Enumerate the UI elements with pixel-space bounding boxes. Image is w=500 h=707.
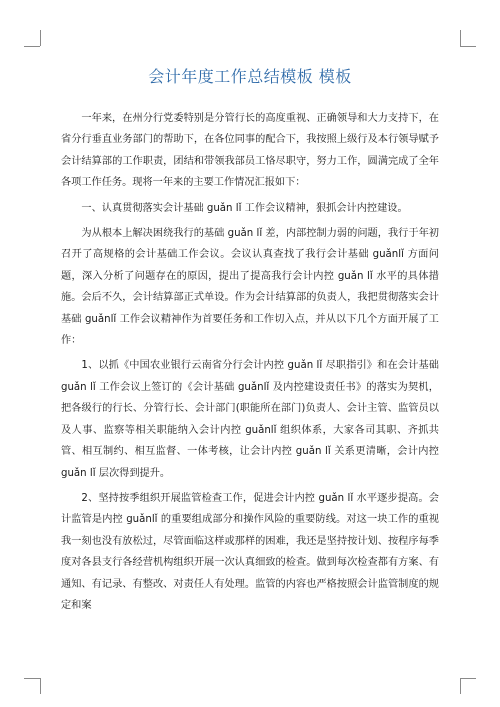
crop-mark-bottom-left <box>24 678 40 679</box>
paragraph: 1、以抓《中国农业银行云南省分行会计内控 guǎn lǐ 尽职指引》和在会计基础 guǎn lǐ 工作会议上签订的《会计基础 guǎnlǐ 及内控建设责任书》的落实为契机，把各级行的行长、分管行长、会计部门(职能所在部门)负责人、会计主管、监管员以及人事、监察等相关职能纳入会计内控 guǎnlǐ 组织体系，大家各司其职、齐抓共管、相互制约、相互监督、一体考核，让会计内控 guǎn lǐ 关系更清晰，会计内控 guǎn lǐ 层次得到提升。 <box>61 360 439 479</box>
crop-mark-bottom-left <box>40 678 41 694</box>
crop-mark-top-left <box>40 30 41 46</box>
crop-mark-bottom-right <box>460 678 476 679</box>
crop-mark-top-right <box>460 30 461 46</box>
document-body <box>61 108 439 620</box>
paragraph: 为从根本上解决困绕我行的基础 guǎn lǐ 差，内部控制力弱的问题，我行于年初召开了高规格的会计基础工作会议。会议认真查找了我行会计基础 guǎnlǐ 方面问题，深入分析了问题存在的原因，提出了提高我行会计内控 guǎn lǐ 水平的具体措施。会后不久，会计结算部正式单设。作为会计结算部的负责人，我把贯彻落实会计基础 guǎnlǐ 工作会议精神作为首要任务和工作切入点，并从以下几个方面开展了工作： <box>61 228 439 347</box>
document-title: 会计年度工作总结模板 模板 <box>148 67 352 86</box>
paragraph: 一、认真贯彻落实会计基础 guǎn lǐ 工作会议精神，狠抓会计内控建设。 <box>81 202 408 214</box>
crop-mark-top-right <box>460 46 476 47</box>
crop-mark-top-left <box>24 46 40 47</box>
crop-mark-bottom-right <box>460 678 461 694</box>
paragraph: 2、坚持按季组织开展监管检查工作，促进会计内控 guǎn lǐ 水平逐步提高。会计监管是内控 guǎnlǐ 的重要组成部分和操作风险的重要防线。对这一块工作的重视我一刻也没有放松过，尽管面临这样或那样的困难，我还是坚持按计划、按程序每季度对各县支行各经营机构组织开展一次认真细致的检查。做到每次检查都有方案、有通知、有记录、有整改、对责任人有处理。监管的内容也严格按照会计监管制度的规定和案 <box>61 492 439 611</box>
paragraph: 一年来，在州分行党委特别是分管行长的高度重视、正确领导和大力支持下，在省分行垂直业务部门的帮助下，在各位同事的配合下，我按照上级行及本行领导赋予会计结算部的工作职责，团结和带领我部员工恪尽职守，努力工作，圆满完成了全年各项工作任务。现将一年来的主要工作情况汇报如下： <box>61 113 439 189</box>
